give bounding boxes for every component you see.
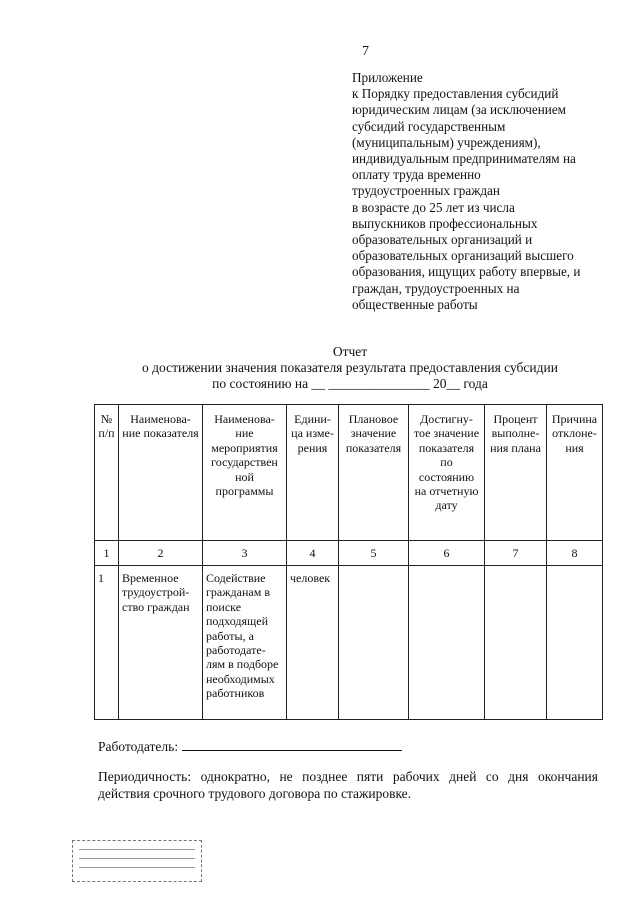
header-cell: Плановое значение показателя bbox=[339, 405, 409, 541]
header-cell: Наименова- ние мероприятия государствен ной программы bbox=[203, 405, 287, 541]
table-header-row bbox=[95, 405, 603, 541]
column-number-cell: 5 bbox=[339, 541, 409, 566]
document-stamp bbox=[72, 840, 202, 882]
header-cell: Процент выполне- ния плана bbox=[485, 405, 547, 541]
appendix-line: юридическим лицам (за исключением bbox=[352, 102, 567, 118]
column-number-cell: 7 bbox=[485, 541, 547, 566]
column-number-cell: 2 bbox=[119, 541, 203, 566]
header-cell: Едини- ца изме- рения bbox=[287, 405, 339, 541]
header-cell: Достигну- тое значение показателя по состоянию на отчетную дату bbox=[409, 405, 485, 541]
header-cell: Наименова- ние показателя bbox=[119, 405, 203, 541]
table-row bbox=[95, 566, 603, 720]
appendix-line: субсидий государственным bbox=[352, 118, 506, 134]
employer-field bbox=[98, 737, 402, 755]
periodicity-text: Периодичность: однократно, не позднее пяти рабочих дней со дня окончания действия срочного трудового договора по стажировке. bbox=[98, 769, 598, 801]
table-cell bbox=[409, 566, 485, 720]
column-number-cell: 1 bbox=[95, 541, 119, 566]
table-cell: Временное трудоустрой- ство граждан bbox=[119, 566, 203, 720]
header-cell: № п/п bbox=[95, 405, 119, 541]
report-heading bbox=[100, 344, 600, 392]
table-cell bbox=[485, 566, 547, 720]
appendix-line: трудоустроенных граждан bbox=[352, 183, 500, 199]
appendix-line: (муниципальным) учреждениям), bbox=[352, 134, 541, 150]
appendix-header bbox=[352, 70, 622, 313]
appendix-line: индивидуальным предпринимателям на bbox=[352, 151, 576, 167]
report-date-line: по состоянию на __ _______________ 20__ года bbox=[212, 376, 488, 391]
table-cell bbox=[547, 566, 603, 720]
appendix-line: образовательных организаций и bbox=[352, 232, 533, 248]
table-cell: человек bbox=[287, 566, 339, 720]
header-cell: Причина отклоне- ния bbox=[547, 405, 603, 541]
appendix-line: образовательных организаций высшего bbox=[352, 248, 574, 264]
column-number-cell: 8 bbox=[547, 541, 603, 566]
appendix-line: оплату труда временно bbox=[352, 167, 481, 183]
appendix-line: Приложение bbox=[352, 70, 423, 85]
table-column-numbers-row bbox=[95, 541, 603, 566]
page-number: 7 bbox=[362, 44, 369, 59]
appendix-line: общественные работы bbox=[352, 296, 478, 312]
appendix-line: к Порядку предоставления субсидий bbox=[352, 86, 559, 102]
column-number-cell: 3 bbox=[203, 541, 287, 566]
employer-label: Работодатель: bbox=[98, 739, 179, 754]
report-subtitle: о достижении значения показателя результата предоставления субсидии bbox=[142, 360, 558, 375]
appendix-line: в возрасте до 25 лет из числа bbox=[352, 199, 515, 215]
appendix-line: граждан, трудоустроенных на bbox=[352, 280, 520, 296]
column-number-cell: 6 bbox=[409, 541, 485, 566]
table-cell bbox=[339, 566, 409, 720]
employer-signature-line bbox=[182, 737, 402, 751]
table-cell: Содействие гражданам в поиске подходящей работы, а работодате- лям в подборе необходимых работников bbox=[203, 566, 287, 720]
appendix-line: образования, ищущих работу впервые, и bbox=[352, 264, 581, 280]
column-number-cell: 4 bbox=[287, 541, 339, 566]
report-table bbox=[94, 404, 603, 720]
report-title: Отчет bbox=[332, 344, 368, 359]
table-cell: 1 bbox=[95, 566, 119, 720]
appendix-line: выпускников профессиональных bbox=[352, 215, 538, 231]
